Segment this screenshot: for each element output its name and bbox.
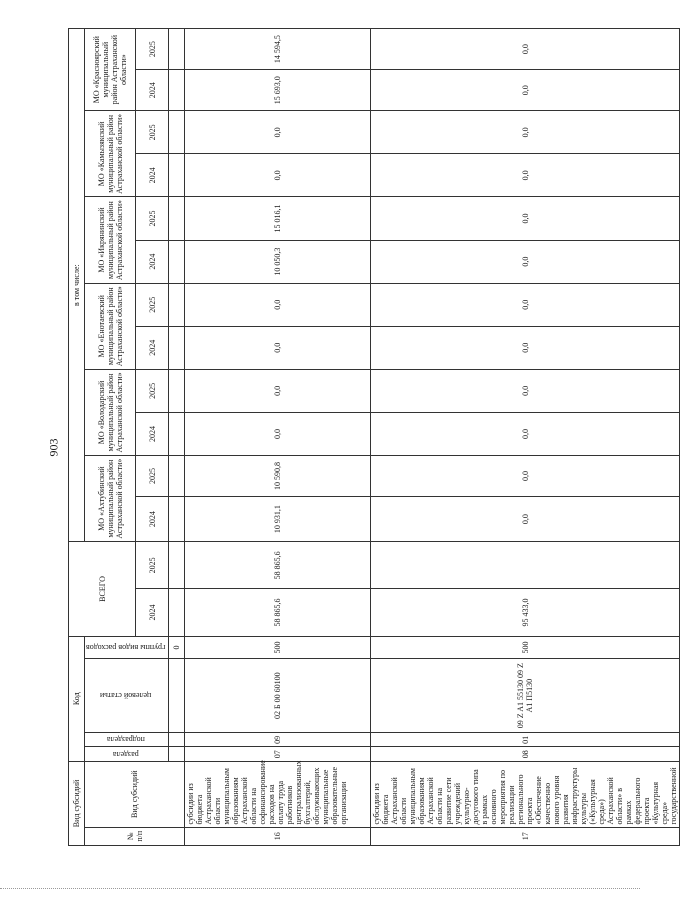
zero-mo1-2025: [169, 456, 185, 497]
header-mo-5: МО «Камызякский муниципальный район Астраханской области»: [85, 111, 136, 197]
header-mo-1: МО «Ахтубинский муниципальный район Астраханской области»: [85, 456, 136, 542]
row-mo6-2024: 15 693,0: [185, 70, 371, 111]
zero-mo5-2024: [169, 154, 185, 197]
header-vid-subsidy: Вид субсидий: [85, 761, 185, 827]
year-mo5-2025: 2025: [136, 111, 169, 154]
header-mo-3: МО «Енотаевский муниципальный район Астраханской области»: [85, 283, 136, 369]
row-mo6-2025: 14 594,5: [185, 29, 371, 70]
row-razdel: 08: [371, 747, 680, 761]
row-mo2-2025: 0,0: [371, 369, 680, 412]
header-mo-2: МО «Володарский муниципальный район Астраханской области»: [85, 369, 136, 455]
zero-total-2025: [169, 542, 185, 589]
subsidy-table: [68, 28, 680, 846]
row-mo3-2024: 0,0: [185, 326, 371, 369]
header-gruppa-vidov-rashodov: группы видов расходов: [86, 642, 166, 652]
header-vid-subsidy-group: Вид субсидий: [69, 761, 85, 845]
zero-mo6-2024: [169, 70, 185, 111]
header-row-zero: [169, 29, 185, 846]
row-mo2-2025: 0,0: [185, 369, 371, 412]
row-total-2025: 58 865,6: [185, 542, 371, 589]
year-mo3-2025: 2025: [136, 283, 169, 326]
row-mo5-2025: 0,0: [371, 111, 680, 154]
row-mo1-2025: 0,0: [371, 456, 680, 497]
row-total-2024: 58 865,6: [185, 589, 371, 636]
header-row-1: [69, 29, 85, 846]
year-mo5-2024: 2024: [136, 154, 169, 197]
table-row: [371, 29, 680, 846]
zero-mo4-2025: [169, 197, 185, 240]
row-mo4-2024: 10 050,3: [185, 240, 371, 283]
zero-mo6-2025: [169, 29, 185, 70]
zero-mo3-2024: [169, 326, 185, 369]
row-text: субсидии из бюджета Астраханской области муниципальным образованиям Астраханской области на софинансирование расходов на оплату труда работников централизованных бухгалтерий, обслуживающих муниципальные образовательные организации: [185, 761, 371, 827]
zero-mo5-2025: [169, 111, 185, 154]
header-razdel-cell: [85, 747, 169, 761]
header-podrazdel: подраздела: [106, 735, 145, 745]
row-mo1-2024: 0,0: [371, 497, 680, 542]
row-csr: 02 Б 00 60100: [185, 659, 371, 733]
row-mo5-2025: 0,0: [185, 111, 371, 154]
row-mo5-2024: 0,0: [185, 154, 371, 197]
header-gvr-cell: [85, 636, 169, 659]
header-celevaya-statya: целевой статьи: [100, 691, 152, 701]
row-mo5-2024: 0,0: [371, 154, 680, 197]
row-mo6-2024: 0,0: [371, 70, 680, 111]
year-mo4-2024: 2024: [136, 240, 169, 283]
row-num: 17: [371, 827, 680, 845]
zero-gvr: 0: [169, 636, 185, 659]
row-podrazdel: 09: [185, 733, 371, 747]
zero-total-2024: [169, 589, 185, 636]
row-mo4-2024: 0,0: [371, 240, 680, 283]
row-gvr: 500: [371, 636, 680, 659]
row-mo6-2025: 0,0: [371, 29, 680, 70]
zero-podrazdel: [169, 733, 185, 747]
row-gvr: 500: [185, 636, 371, 659]
rotated-table-container: [68, 28, 679, 846]
row-mo4-2025: 0,0: [371, 197, 680, 240]
row-mo2-2024: 0,0: [185, 412, 371, 455]
zero-mo3-2025: [169, 283, 185, 326]
row-mo1-2024: 10 931,1: [185, 497, 371, 542]
row-mo4-2025: 15 016,1: [185, 197, 371, 240]
row-podrazdel: 01: [371, 733, 680, 747]
year-mo2-2024: 2024: [136, 412, 169, 455]
header-num: № п/п: [85, 827, 185, 845]
zero-mo4-2024: [169, 240, 185, 283]
year-mo1-2024: 2024: [136, 497, 169, 542]
header-csr-cell: [85, 659, 169, 733]
row-mo3-2024: 0,0: [371, 326, 680, 369]
scan-artifact-line: [0, 888, 640, 890]
row-num: 16: [185, 827, 371, 845]
year-mo3-2024: 2024: [136, 326, 169, 369]
page-number: 903: [46, 438, 61, 457]
row-total-2025: [371, 542, 680, 589]
header-kod: Код: [69, 636, 85, 761]
header-mo-6: МО «Красноярский муниципальный район Астраханской области»: [85, 29, 136, 111]
year-mo1-2025: 2025: [136, 456, 169, 497]
zero-csr: [169, 659, 185, 733]
row-mo3-2025: 0,0: [371, 283, 680, 326]
row-mo2-2024: 0,0: [371, 412, 680, 455]
header-razdel: раздела: [112, 749, 139, 759]
zero-mo2-2024: [169, 412, 185, 455]
year-mo4-2025: 2025: [136, 197, 169, 240]
row-razdel: 07: [185, 747, 371, 761]
header-v-tom-chisle: в том числе:: [69, 29, 85, 542]
header-vsego: ВСЕГО: [69, 542, 136, 636]
row-total-2024: 95 433,0: [371, 589, 680, 636]
table-row: [185, 29, 371, 846]
zero-mo2-2025: [169, 369, 185, 412]
header-mo-4: МО «Икрянинский муниципальный район Астраханской области»: [85, 197, 136, 283]
row-mo3-2025: 0,0: [185, 283, 371, 326]
header-podrazdel-cell: [85, 733, 169, 747]
row-text: субсидии из бюджета Астраханской области муниципальным образованиям Астраханской области на развитие сети учреждений культурно-досугового типа в рамках основного мероприятия по реализации регионального проекта «Обеспечение качественно нового уровня развития инфраструктуры культуры («Культурная среда») Астраханской области» в рамках федерального проекта «Культурная среда» государственной: [371, 761, 680, 827]
year-mo2-2025: 2025: [136, 369, 169, 412]
year-mo6-2024: 2024: [136, 70, 169, 111]
year-total-2025: 2025: [136, 542, 169, 589]
header-row-2: [85, 29, 136, 846]
zero-mo1-2024: [169, 497, 185, 542]
year-total-2024: 2024: [136, 589, 169, 636]
zero-razdel: [169, 747, 185, 761]
year-mo6-2025: 2025: [136, 29, 169, 70]
row-mo1-2025: 10 590,8: [185, 456, 371, 497]
row-csr: 09 Z A1 55130 09 Z A1 П5130: [371, 659, 680, 733]
